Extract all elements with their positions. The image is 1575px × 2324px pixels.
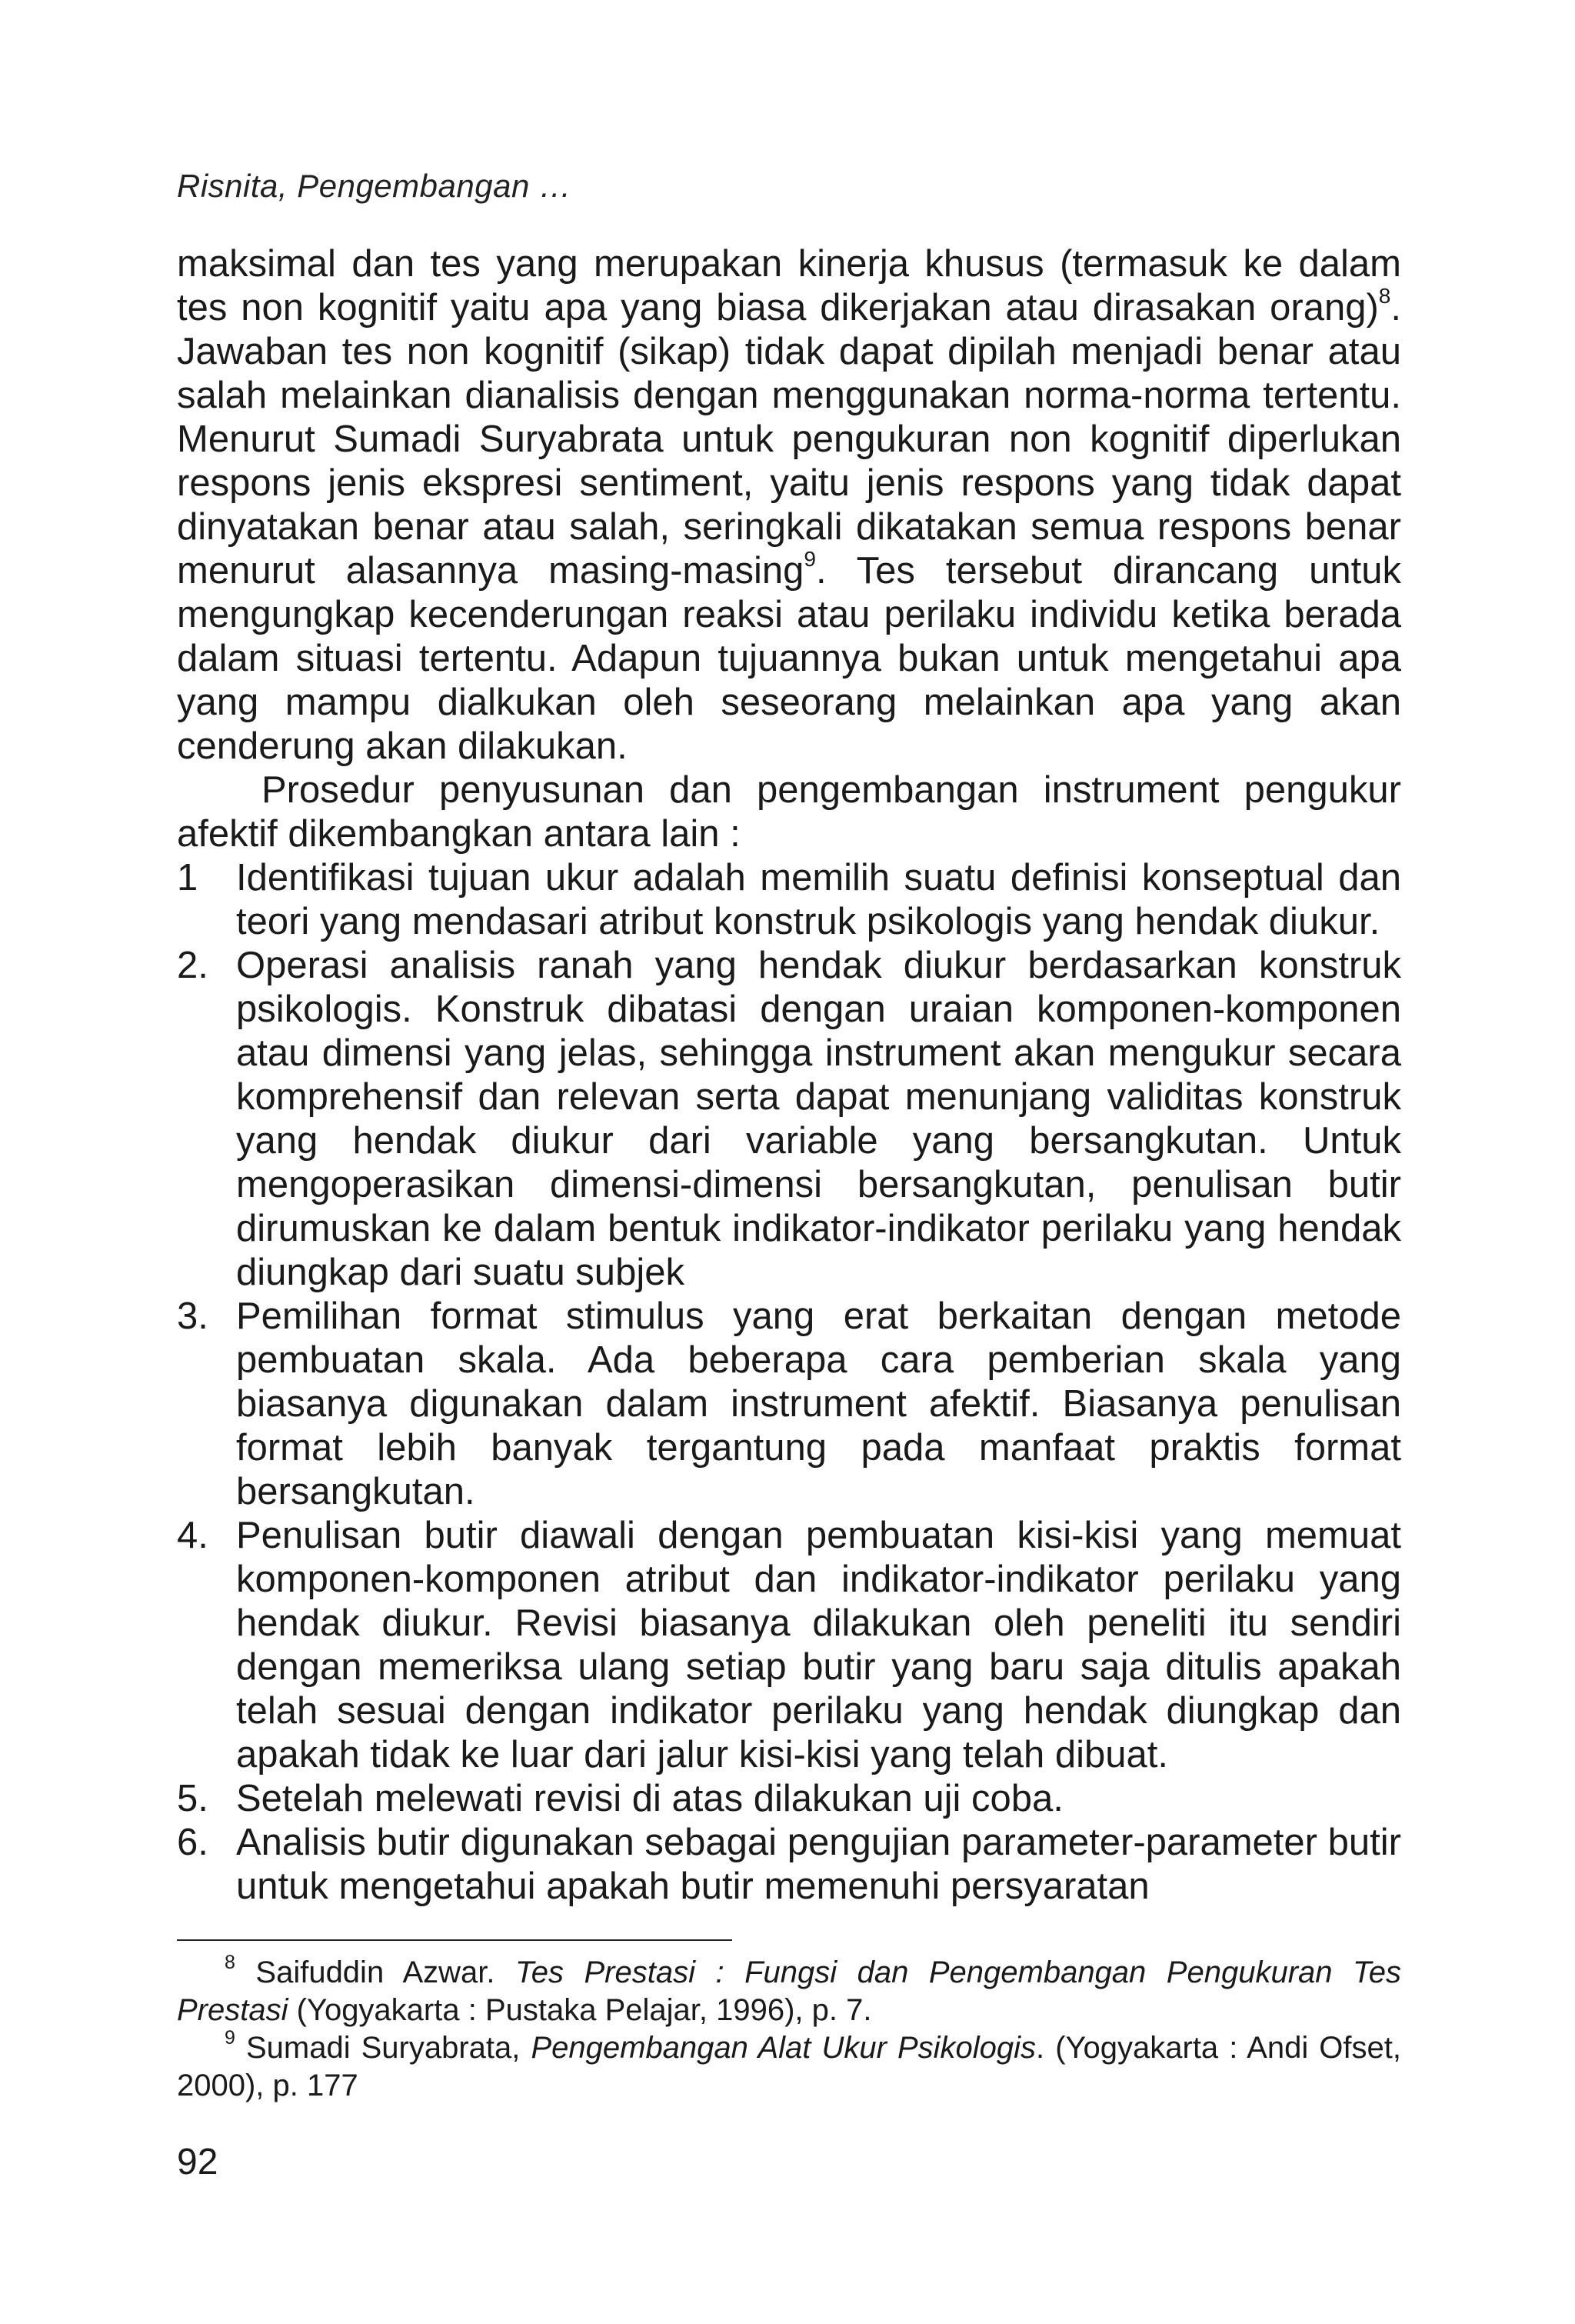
list-item <box>177 944 1401 1295</box>
footnote-author: Sumadi Suryabrata, <box>235 2031 531 2065</box>
footnote-ref-9[interactable]: 9 <box>804 547 816 571</box>
footnote-9 <box>177 2029 1401 2105</box>
list-item-text: Identifikasi tujuan ukur adalah memilih suatu definisi konseptual dan teori yang mendasari atribut konstruk psikologis yang hendak diukur. <box>236 857 1401 942</box>
list-item <box>177 1295 1401 1514</box>
footnote-publication: . (Yogyakarta : Andi Ofset, 2000), p. 177 <box>177 2031 1401 2102</box>
footnote-author: Saifuddin Azwar. <box>235 1956 515 1989</box>
paragraph-2: Prosedur penyusunan dan pengembangan instrument pengukur afektif dikembangkan antara lain : <box>177 769 1401 855</box>
list-item-number: 3. <box>177 1295 208 1337</box>
paragraph-1-text-c: . Tes tersebut dirancang untuk mengungkap kecenderungan reaksi atau perilaku individu ketika berada dalam situasi tertentu. Adapun tujuannya bukan untuk mengetahui apa yang mampu dialkukan oleh seseorang melainkan apa yang akan cenderung akan dilakukan. <box>177 550 1401 767</box>
page-number: 92 <box>177 2142 218 2182</box>
footnote-publication: (Yogyakarta : Pustaka Pelajar, 1996), p. 7. <box>288 1993 872 2027</box>
list-item-text: Penulisan butir diawali dengan pembuatan kisi-kisi yang memuat komponen-komponen atribut dan indikator-indikator perilaku yang hendak diukur. Revisi biasanya dilakukan oleh peneliti itu sendiri dengan memeriksa ulang setiap butir yang baru saja ditulis apakah telah sesuai dengan indikator perilaku yang hendak diungkap dan apakah tidak ke luar dari jalur kisi-kisi yang telah dibuat. <box>236 1515 1401 1776</box>
list-item-text: Analisis butir digunakan sebagai pengujian parameter-parameter butir untuk mengetahui apakah butir memenuhi persyaratan <box>236 1822 1401 1907</box>
list-item-text: Pemilihan format stimulus yang erat berkaitan dengan metode pembuatan skala. Ada beberapa cara pemberian skala yang biasanya digunakan dalam instrument afektif. Biasanya penulisan format lebih banyak tergantung pada manfaat praktis format bersangkutan. <box>236 1295 1401 1512</box>
footnote-ref-8[interactable]: 8 <box>1378 284 1391 308</box>
list-item-number: 4. <box>177 1515 208 1556</box>
paragraph-1 <box>177 242 1401 769</box>
body-text <box>177 242 1401 1909</box>
footnotes <box>177 1954 1401 2105</box>
list-item <box>177 1514 1401 1777</box>
footnote-number: 8 <box>225 1952 235 1973</box>
list-item <box>177 1777 1401 1821</box>
list-item-number: 1 <box>177 857 198 899</box>
list-item-number: 6. <box>177 1822 208 1863</box>
procedure-list <box>177 856 1401 1909</box>
footnote-title: Pengembangan Alat Ukur Psikologis <box>531 2031 1037 2065</box>
list-item-number: 5. <box>177 1778 208 1819</box>
paragraph-1-text-a: maksimal dan tes yang merupakan kinerja khusus (termasuk ke dalam tes non kognitif yaitu apa yang biasa dikerjakan atau dirasakan orang) <box>177 243 1401 328</box>
paragraph-1-text-b: . Jawaban tes non kognitif (sikap) tidak dapat dipilah menjadi benar atau salah melainkan dianalisis dengan menggunakan norma-norma tertentu. Menurut Sumadi Suryabrata untuk pengukuran non kognitif diperlukan respons jenis ekspresi sentiment, yaitu jenis respons yang tidak dapat dinyatakan benar atau salah, seringkali dikatakan semua respons benar menurut alasannya masing-masing <box>177 287 1401 592</box>
list-item-text: Setelah melewati revisi di atas dilakukan uji coba. <box>236 1778 1064 1819</box>
footnote-8 <box>177 1954 1401 2029</box>
running-head: Risnita, Pengembangan … <box>177 168 572 204</box>
footnote-title: Tes Prestasi : Fungsi dan Pengembangan Pengukuran Tes Prestasi <box>177 1956 1401 2027</box>
list-item <box>177 856 1401 944</box>
footnote-divider <box>177 1939 732 1941</box>
footnote-number: 9 <box>225 2027 235 2049</box>
list-item <box>177 1821 1401 1909</box>
list-item-text: Operasi analisis ranah yang hendak diukur berdasarkan konstruk psikologis. Konstruk dibatasi dengan uraian komponen-komponen atau dimensi yang jelas, sehingga instrument akan mengukur secara komprehensif dan relevan serta dapat menunjang validitas konstruk yang hendak diukur dari variable yang bersangkutan. Untuk mengoperasikan dimensi-dimensi bersangkutan, penulisan butir dirumuskan ke dalam bentuk indikator-indikator perilaku yang hendak diungkap dari suatu subjek <box>236 945 1401 1293</box>
list-item-number: 2. <box>177 945 208 986</box>
